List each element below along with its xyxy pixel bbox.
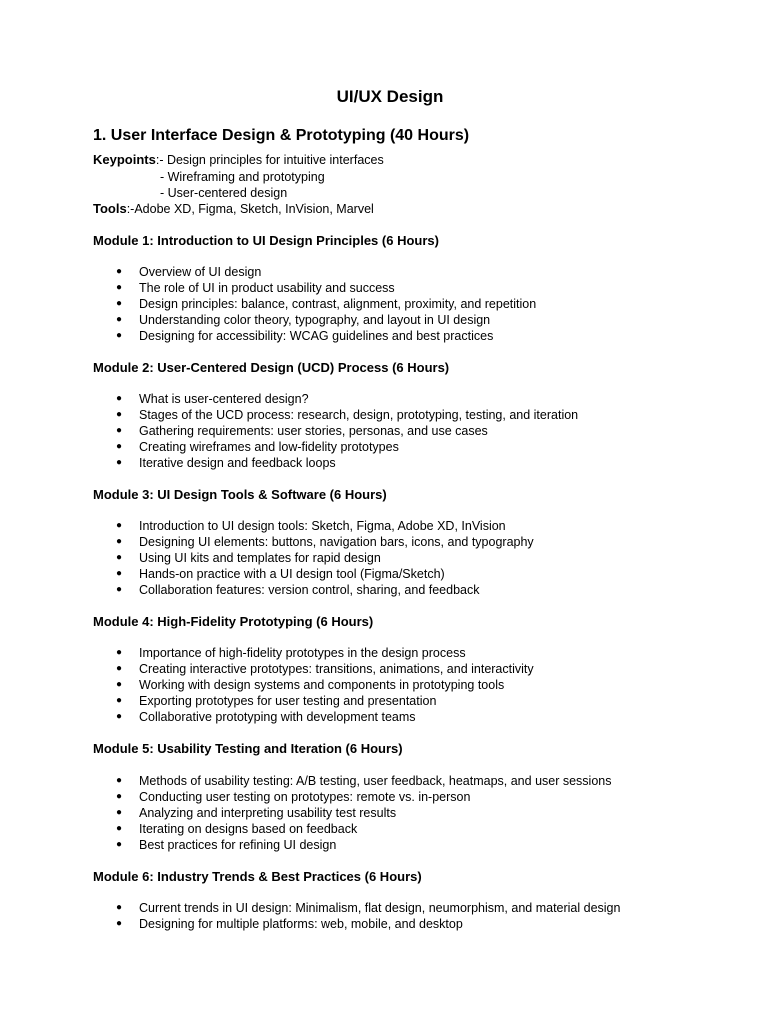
bullet-icon: ● [116, 568, 123, 579]
document-title: UI/UX Design [336, 87, 444, 106]
keypoints-line [93, 152, 384, 168]
bullet-icon: ● [116, 918, 123, 929]
list-item-text: Current trends in UI design: Minimalism, flat design, neumorphism, and material design [139, 901, 621, 915]
keypoints-label: Keypoints [93, 152, 156, 167]
tools-label: Tools [93, 201, 127, 216]
bullet-icon: ● [116, 711, 123, 722]
bullet-icon: ● [116, 330, 123, 341]
module-heading: Module 3: UI Design Tools & Software (6 Hours) [93, 487, 387, 502]
list-item-text: What is user-centered design? [139, 392, 309, 406]
list-item-text: The role of UI in product usability and success [139, 281, 395, 295]
bullet-icon: ● [116, 807, 123, 818]
bullet-icon: ● [116, 775, 123, 786]
bullet-icon: ● [116, 902, 123, 913]
bullet-icon: ● [116, 536, 123, 547]
bullet-icon: ● [116, 663, 123, 674]
list-item-text: Collaborative prototyping with development teams [139, 710, 416, 724]
list-item-text: Collaboration features: version control, sharing, and feedback [139, 583, 480, 597]
list-item-text: Exporting prototypes for user testing and presentation [139, 694, 437, 708]
bullet-icon: ● [116, 552, 123, 563]
bullet-icon: ● [116, 266, 123, 277]
section-heading: 1. User Interface Design & Prototyping (40 Hours) [93, 127, 470, 144]
keypoint-item: :- Design principles for intuitive interfaces [155, 153, 384, 167]
bullet-icon: ● [116, 393, 123, 404]
list-item-text: Methods of usability testing: A/B testing, user feedback, heatmaps, and user sessions [139, 774, 612, 788]
list-item-text: Stages of the UCD process: research, design, prototyping, testing, and iteration [139, 408, 579, 422]
bullet-icon: ● [116, 409, 123, 420]
module-heading: Module 1: Introduction to UI Design Principles (6 Hours) [93, 233, 439, 248]
list-item-text: Iterative design and feedback loops [139, 456, 336, 470]
tools-value: :-Adobe XD, Figma, Sketch, InVision, Marvel [126, 202, 374, 216]
list-item-text: Hands-on practice with a UI design tool (Figma/Sketch) [139, 567, 445, 581]
list-item-text: Conducting user testing on prototypes: remote vs. in-person [139, 790, 471, 804]
list-item-text: Importance of high-fidelity prototypes in the design process [139, 646, 466, 660]
bullet-icon: ● [116, 823, 123, 834]
bullet-icon: ● [116, 520, 123, 531]
keypoint-item: - Wireframing and prototyping [160, 170, 325, 184]
list-item-text: Introduction to UI design tools: Sketch, Figma, Adobe XD, InVision [139, 519, 506, 533]
bullet-icon: ● [116, 425, 123, 436]
module-heading: Module 4: High-Fidelity Prototyping (6 Hours) [93, 614, 374, 629]
list-item-text: Analyzing and interpreting usability test results [139, 806, 397, 820]
bullet-icon: ● [116, 314, 123, 325]
module-heading: Module 5: Usability Testing and Iteration (6 Hours) [93, 741, 403, 756]
bullet-icon: ● [116, 839, 123, 850]
list-item-text: Iterating on designs based on feedback [139, 822, 358, 836]
tools-line [93, 201, 374, 217]
list-item-text: Best practices for refining UI design [139, 838, 337, 852]
bullet-icon: ● [116, 282, 123, 293]
list-item-text: Designing UI elements: buttons, navigation bars, icons, and typography [139, 535, 534, 549]
keypoint-item: - User-centered design [160, 186, 288, 200]
list-item-text: Working with design systems and components in prototyping tools [139, 678, 505, 692]
module-heading: Module 6: Industry Trends & Best Practices (6 Hours) [93, 869, 422, 884]
list-item-text: Overview of UI design [139, 265, 262, 279]
bullet-icon: ● [116, 584, 123, 595]
bullet-icon: ● [116, 298, 123, 309]
bullet-icon: ● [116, 791, 123, 802]
list-item-text: Designing for multiple platforms: web, mobile, and desktop [139, 917, 463, 931]
bullet-icon: ● [116, 679, 123, 690]
list-item-text: Gathering requirements: user stories, personas, and use cases [139, 424, 488, 438]
bullet-icon: ● [116, 441, 123, 452]
list-item-text: Designing for accessibility: WCAG guidelines and best practices [139, 329, 494, 343]
list-item-text: Creating interactive prototypes: transitions, animations, and interactivity [139, 662, 534, 676]
bullet-icon: ● [116, 457, 123, 468]
bullet-icon: ● [116, 647, 123, 658]
list-item-text: Using UI kits and templates for rapid design [139, 551, 381, 565]
list-item-text: Design principles: balance, contrast, alignment, proximity, and repetition [139, 297, 537, 311]
bullet-icon: ● [116, 695, 123, 706]
module-heading: Module 2: User-Centered Design (UCD) Process (6 Hours) [93, 360, 450, 375]
list-item-text: Creating wireframes and low-fidelity prototypes [139, 440, 399, 454]
list-item-text: Understanding color theory, typography, and layout in UI design [139, 313, 491, 327]
